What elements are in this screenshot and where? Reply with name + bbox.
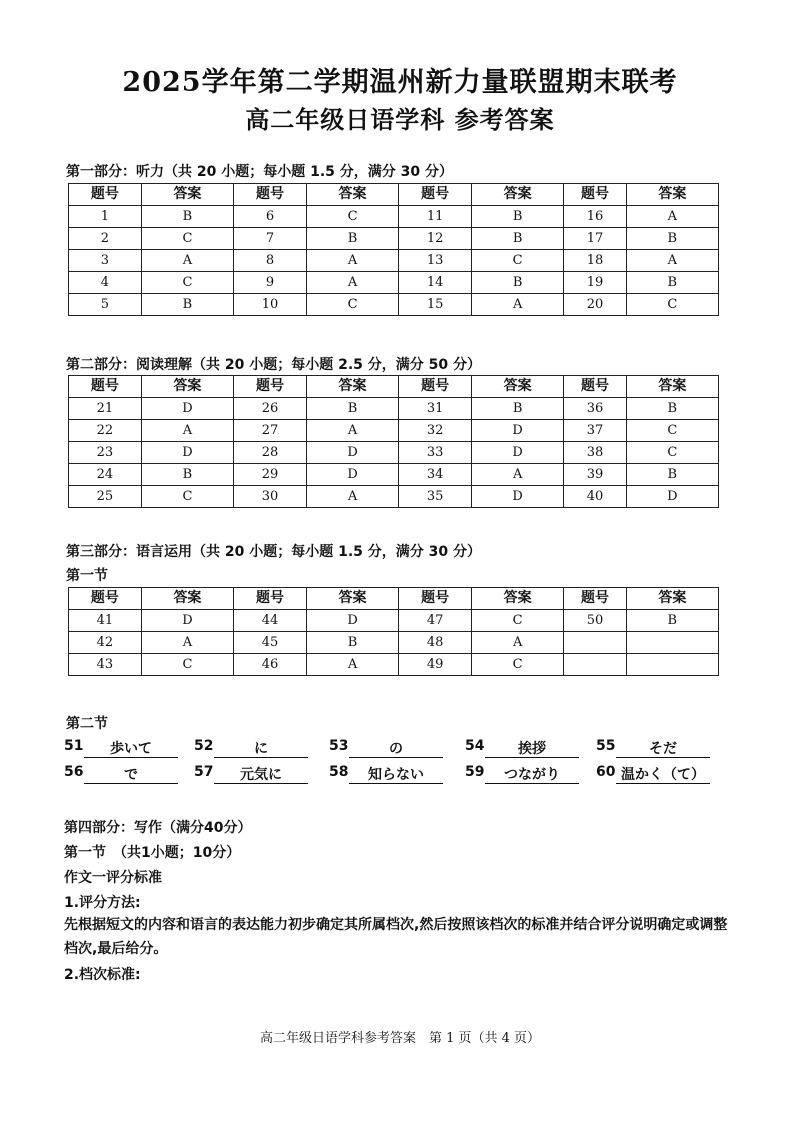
answer-cell: D [471, 442, 563, 464]
question-number-cell: 48 [399, 632, 472, 654]
header-cell: 题号 [234, 184, 307, 206]
header-cell: 答案 [626, 184, 718, 206]
answer-cell: B [626, 610, 718, 632]
grade-label: 2.档次标准: [64, 967, 141, 983]
table-row [69, 442, 719, 464]
blank-answer: に [214, 738, 308, 758]
header-cell: 答案 [141, 376, 233, 398]
blank-number: 52 [194, 738, 214, 754]
answer-cell: D [141, 610, 233, 632]
question-number-cell: 11 [399, 206, 472, 228]
question-number-cell: 23 [69, 442, 142, 464]
part1-answer-table [68, 183, 719, 316]
table-row [69, 654, 719, 676]
table-row [69, 228, 719, 250]
blank-number: 60 [596, 764, 616, 780]
part3-heading: 第三部分：语言运用（共 20 小题；每小题 1.5 分，满分 30 分） [66, 544, 482, 560]
question-number-cell: 49 [399, 654, 472, 676]
fill-blank-item [596, 764, 716, 788]
blank-answer: 挨拶 [485, 738, 579, 758]
answer-cell: A [306, 250, 398, 272]
answer-cell: A [306, 654, 398, 676]
answer-cell: B [626, 272, 718, 294]
blank-number: 51 [64, 738, 84, 754]
header-cell: 答案 [306, 376, 398, 398]
question-number-cell: 36 [564, 398, 626, 420]
answer-cell: C [306, 206, 398, 228]
question-number-cell: 25 [69, 486, 142, 508]
answer-cell: B [471, 272, 563, 294]
answer-cell: C [471, 610, 563, 632]
question-number-cell: 3 [69, 250, 142, 272]
question-number-cell: 17 [564, 228, 626, 250]
answer-cell: A [471, 294, 563, 316]
blank-answer: そだ [616, 738, 710, 758]
part3-answer-table [68, 587, 719, 676]
question-number-cell: 31 [399, 398, 472, 420]
answer-cell: C [626, 442, 718, 464]
table-row [69, 610, 719, 632]
answer-cell: A [141, 250, 233, 272]
answer-cell: C [471, 654, 563, 676]
question-number-cell: 43 [69, 654, 142, 676]
question-number-cell: 47 [399, 610, 472, 632]
header-cell: 答案 [141, 588, 233, 610]
table-row [69, 294, 719, 316]
fill-blank-item [194, 738, 314, 762]
answer-cell: B [626, 464, 718, 486]
fill-blank-item [64, 738, 184, 762]
question-number-cell: 32 [399, 420, 472, 442]
fill-blank-item [329, 738, 449, 762]
table-row [69, 632, 719, 654]
question-number-cell: 42 [69, 632, 142, 654]
table-header-row [69, 184, 719, 206]
table-header-row [69, 588, 719, 610]
question-number-cell: 14 [399, 272, 472, 294]
answer-cell: D [626, 486, 718, 508]
question-number-cell: 6 [234, 206, 307, 228]
blank-answer: の [349, 738, 443, 758]
header-cell: 题号 [564, 184, 626, 206]
header-cell: 题号 [234, 588, 307, 610]
part3-section2-label: 第二节 [66, 716, 108, 732]
header-cell: 答案 [141, 184, 233, 206]
fill-blank-row-2 [64, 764, 744, 788]
question-number-cell: 5 [69, 294, 142, 316]
answer-cell: B [141, 294, 233, 316]
question-number-cell: 44 [234, 610, 307, 632]
header-cell: 答案 [626, 376, 718, 398]
blank-number: 53 [329, 738, 349, 754]
question-number-cell: 40 [564, 486, 626, 508]
fill-blank-item [329, 764, 449, 788]
question-number-cell: 16 [564, 206, 626, 228]
answer-cell: A [471, 464, 563, 486]
header-cell: 题号 [69, 376, 142, 398]
header-cell: 题号 [399, 376, 472, 398]
answer-cell: C [141, 228, 233, 250]
question-number-cell: 29 [234, 464, 307, 486]
answer-cell: D [471, 420, 563, 442]
method-label: 1.评分方法: [64, 895, 141, 911]
answer-cell: D [141, 398, 233, 420]
question-number-cell: 45 [234, 632, 307, 654]
table-row [69, 272, 719, 294]
answer-cell: C [141, 654, 233, 676]
answer-cell: C [626, 294, 718, 316]
answer-cell: D [306, 610, 398, 632]
question-number-cell: 7 [234, 228, 307, 250]
answer-cell: B [306, 632, 398, 654]
table-row [69, 398, 719, 420]
answer-cell: A [306, 420, 398, 442]
blank-number: 57 [194, 764, 214, 780]
header-cell: 题号 [69, 588, 142, 610]
blank-number: 59 [465, 764, 485, 780]
fill-blank-item [194, 764, 314, 788]
answer-cell: C [471, 250, 563, 272]
fill-blank-item [596, 738, 716, 762]
question-number-cell: 20 [564, 294, 626, 316]
part1-heading: 第一部分：听力（共 20 小题；每小题 1.5 分，满分 30 分） [66, 164, 454, 180]
answer-cell: B [626, 398, 718, 420]
question-number-cell: 38 [564, 442, 626, 464]
table-row [69, 486, 719, 508]
question-number-cell [564, 654, 626, 676]
question-number-cell: 41 [69, 610, 142, 632]
criteria-title: 作文一评分标准 [64, 870, 162, 886]
blank-number: 56 [64, 764, 84, 780]
document-subtitle: 高二年级日语学科 参考答案 [245, 105, 555, 134]
question-number-cell: 15 [399, 294, 472, 316]
answer-cell: A [306, 272, 398, 294]
blank-answer: 元気に [214, 764, 308, 784]
question-number-cell: 22 [69, 420, 142, 442]
question-number-cell: 4 [69, 272, 142, 294]
header-cell: 题号 [234, 376, 307, 398]
question-number-cell: 35 [399, 486, 472, 508]
question-number-cell: 10 [234, 294, 307, 316]
answer-cell: B [141, 464, 233, 486]
question-number-cell: 18 [564, 250, 626, 272]
blank-number: 58 [329, 764, 349, 780]
question-number-cell: 39 [564, 464, 626, 486]
fill-blank-item [64, 764, 184, 788]
question-number-cell: 9 [234, 272, 307, 294]
answer-cell: B [626, 228, 718, 250]
part3-section1-label: 第一节 [66, 568, 108, 584]
header-cell: 题号 [399, 184, 472, 206]
blank-number: 54 [465, 738, 485, 754]
answer-cell [626, 654, 718, 676]
table-header-row [69, 376, 719, 398]
header-cell: 答案 [306, 184, 398, 206]
answer-cell [626, 632, 718, 654]
header-cell: 答案 [626, 588, 718, 610]
answer-cell: D [306, 464, 398, 486]
answer-cell: A [626, 250, 718, 272]
question-number-cell: 21 [69, 398, 142, 420]
question-number-cell: 19 [564, 272, 626, 294]
header-cell: 题号 [564, 588, 626, 610]
question-number-cell: 50 [564, 610, 626, 632]
part2-answer-table [68, 375, 719, 508]
answer-cell: B [306, 398, 398, 420]
question-number-cell: 46 [234, 654, 307, 676]
answer-cell: C [306, 294, 398, 316]
fill-blank-row-1 [64, 738, 744, 762]
answer-cell: A [471, 632, 563, 654]
question-number-cell: 2 [69, 228, 142, 250]
part2-heading: 第二部分：阅读理解（共 20 小题；每小题 2.5 分，满分 50 分） [66, 357, 482, 373]
question-number-cell: 34 [399, 464, 472, 486]
question-number-cell: 33 [399, 442, 472, 464]
header-cell: 题号 [564, 376, 626, 398]
answer-cell: C [626, 420, 718, 442]
header-cell: 答案 [471, 184, 563, 206]
answer-cell: A [626, 206, 718, 228]
answer-cell: B [141, 206, 233, 228]
question-number-cell: 26 [234, 398, 307, 420]
answer-cell: C [141, 272, 233, 294]
blank-answer: 知らない [349, 764, 443, 784]
question-number-cell: 28 [234, 442, 307, 464]
answer-cell: A [141, 420, 233, 442]
question-number-cell: 30 [234, 486, 307, 508]
fill-blank-item [465, 738, 585, 762]
question-number-cell: 37 [564, 420, 626, 442]
part4-section1: 第一节 （共1小题；10分） [64, 845, 241, 861]
header-cell: 答案 [471, 588, 563, 610]
header-cell: 答案 [306, 588, 398, 610]
answer-cell: D [471, 486, 563, 508]
method-text: 先根据短文的内容和语言的表达能力初步确定其所属档次,然后按照该档次的标准并结合评分说明确定或调整档次,最后给分。 [64, 917, 728, 957]
answer-cell: C [141, 486, 233, 508]
blank-answer: で [84, 764, 178, 784]
header-cell: 题号 [399, 588, 472, 610]
table-row [69, 206, 719, 228]
answer-cell: B [471, 398, 563, 420]
part4-heading: 第四部分：写作（满分40分） [64, 820, 252, 836]
question-number-cell: 1 [69, 206, 142, 228]
table-row [69, 420, 719, 442]
fill-blank-item [465, 764, 585, 788]
header-cell: 答案 [471, 376, 563, 398]
blank-answer: つながり [485, 764, 579, 784]
question-number-cell [564, 632, 626, 654]
answer-cell: B [306, 228, 398, 250]
question-number-cell: 12 [399, 228, 472, 250]
answer-cell: A [306, 486, 398, 508]
page-footer: 高二年级日语学科参考答案 第 1 页（共 4 页） [259, 1031, 541, 1046]
answer-cell: D [306, 442, 398, 464]
header-cell: 题号 [69, 184, 142, 206]
blank-answer: 温かく（て） [616, 764, 710, 784]
question-number-cell: 13 [399, 250, 472, 272]
table-row [69, 250, 719, 272]
answer-cell: A [141, 632, 233, 654]
document-title: 2025学年第二学期温州新力量联盟期末联考 [122, 67, 678, 98]
table-row [69, 464, 719, 486]
question-number-cell: 8 [234, 250, 307, 272]
question-number-cell: 27 [234, 420, 307, 442]
question-number-cell: 24 [69, 464, 142, 486]
blank-answer: 歩いて [84, 738, 178, 758]
answer-cell: D [141, 442, 233, 464]
blank-number: 55 [596, 738, 616, 754]
answer-cell: B [471, 206, 563, 228]
answer-cell: B [471, 228, 563, 250]
